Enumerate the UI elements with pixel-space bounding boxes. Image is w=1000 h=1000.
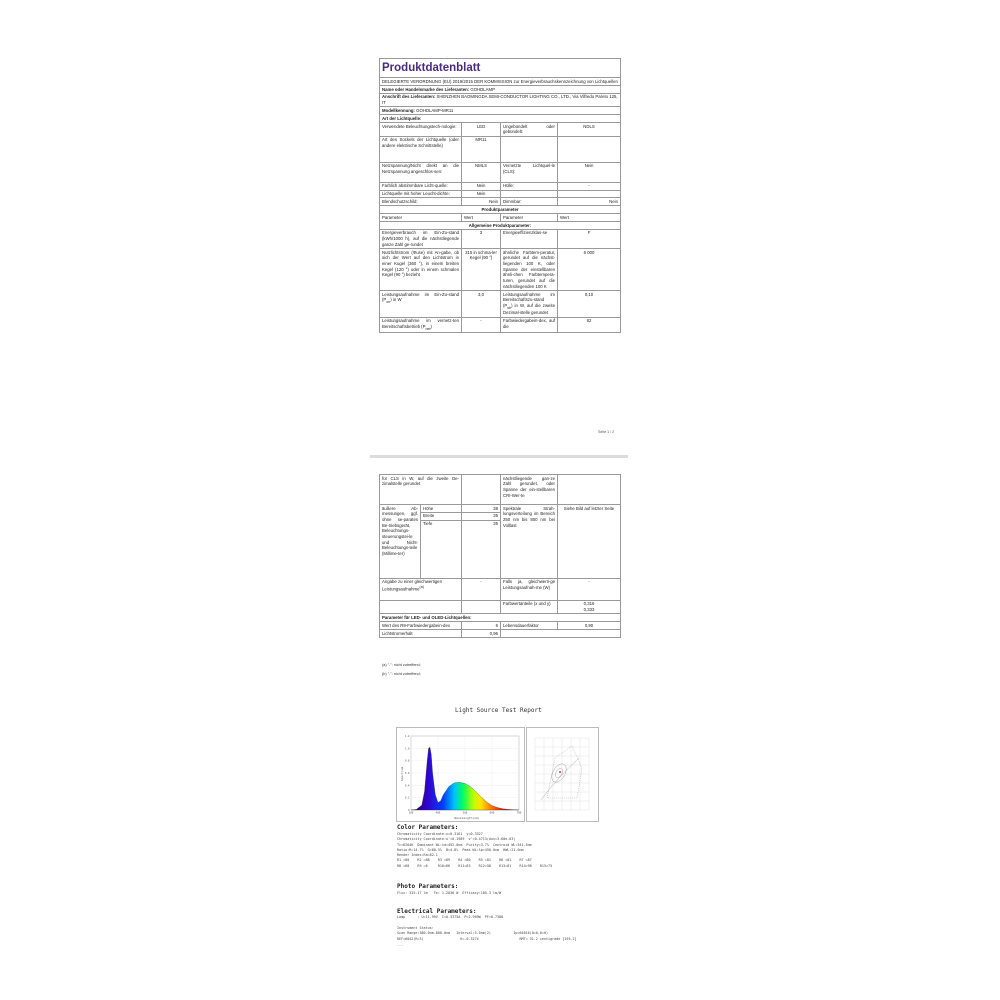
y-tick-label: 1.2 bbox=[404, 735, 410, 738]
type-label: Art des Sockels der Lichtquelle (oder andere elektrische Schnittstelle) bbox=[380, 136, 462, 162]
life-label: Lebensdauerfaktor bbox=[501, 622, 558, 630]
photo-params-header: Photo Parameters: bbox=[397, 883, 459, 890]
instrument-status-text: Instrument Status: Scan Range:380.0nm-800.0nm Interval:5.0nm(2) Ip=64616(0=0,0=0) REF=6042(R=3) K=-0.3274 RMT= 31.2 centigrade [195.2] bbox=[397, 926, 577, 941]
type-value: MR11 bbox=[462, 136, 501, 162]
y-tick-label: 0 bbox=[407, 809, 410, 812]
param-label: Energieeffizienzklas-se bbox=[501, 229, 558, 248]
product-params-header: Produktparameter bbox=[380, 206, 621, 214]
type-label: Lichtquelle mit hoher Leucht-dichte: bbox=[380, 190, 462, 198]
param-value: 3,0 bbox=[462, 290, 501, 317]
photo-params-text: Flux: 315.17 lm Fe: 1.2036 W Efficacy:105.3 lm/W bbox=[397, 891, 502, 895]
empty-cell bbox=[501, 629, 621, 637]
footnote-a: (a) "-": nicht zutreffend; bbox=[382, 663, 421, 667]
type-value: Nein bbox=[462, 182, 501, 190]
depth-value: 35 bbox=[462, 520, 501, 578]
param-value: 0,10 bbox=[558, 290, 621, 317]
equiv-label: Angabe zu einer gleichwertigen Leistungsaufnahme$^{(a)}$ bbox=[380, 578, 462, 600]
param-label: Farbwiedergabein-dex, auf die bbox=[501, 317, 558, 332]
param-label: Nutzlichtstrom (Φuse) mit An-gabe, ob sich der Wert auf den Lichtstrom in einer Kugel (360 °), in einem breiten Kegel (120 °) oder in einem schmalen Kegel (90 °) bezieht bbox=[380, 249, 462, 291]
height-value: 38 bbox=[462, 505, 501, 513]
type-value bbox=[558, 190, 621, 198]
param-value: 82 bbox=[558, 317, 621, 332]
equiv2-label: Falls ja, gleichwerti-ge Leistungsaufnah-me (W) bbox=[501, 578, 558, 600]
type-value: - bbox=[558, 182, 621, 190]
maint-label: Lichtstromerhalt bbox=[380, 629, 462, 637]
y-tick-label: 0.4 bbox=[404, 784, 410, 788]
empty-cell bbox=[380, 600, 462, 614]
type-value: NMLS bbox=[462, 162, 501, 182]
page-title: Produktdatenblatt bbox=[380, 59, 621, 78]
type-value: Nein bbox=[558, 162, 621, 182]
type-label bbox=[501, 190, 558, 198]
type-label: Blendschutzschild: bbox=[380, 198, 462, 206]
type-value: NDLS bbox=[558, 123, 621, 137]
param-label: für CLS in W, auf die zweite De-zimalstelle gerundet bbox=[380, 475, 462, 505]
datasheet-table-1 bbox=[379, 58, 621, 333]
type-value: Nein bbox=[462, 198, 501, 206]
depth-label: Tiefe bbox=[421, 520, 462, 578]
param-value bbox=[558, 475, 621, 505]
type-header: Art der Lichtquelle: bbox=[380, 115, 621, 123]
type-label: Farblich abstimmbare Licht-quelle: bbox=[380, 182, 462, 190]
report-title: Light Source Test Report bbox=[455, 707, 542, 714]
param-label: Leistungsaufnahme im vernetz-ten Bereitschaftsbetrieb $(P_{net})$ bbox=[380, 317, 462, 332]
general-params-header: Allgemeine Produktparameter: bbox=[380, 221, 621, 229]
x-tick-label: 480 bbox=[435, 811, 441, 815]
page-number: Seite 1 / 2 bbox=[598, 430, 615, 434]
datasheet-page-2 bbox=[379, 474, 620, 680]
color-params-header: Color Parameters: bbox=[397, 824, 459, 831]
col-param: Parameter bbox=[501, 214, 558, 222]
spectral-value: Siehe Bild auf letzter Seite bbox=[558, 505, 621, 579]
width-label: Breite bbox=[421, 512, 462, 520]
param-label: nächstliegende gan-ze Zahl gerundet, oder Spanne der ein-stellbaren CRI-Wer-te bbox=[501, 475, 558, 505]
param-value: F bbox=[558, 229, 621, 248]
param-value bbox=[462, 475, 501, 505]
equiv-value: - bbox=[462, 578, 501, 600]
param-label: ähnliche Farbtem-peratur, gerundet auf die nächst-liegenden 100 K, oder Spanne der einstellbaren ähnli-chen Farbtempera-turen, gerundet auf die nächstliegenden 100 K bbox=[501, 249, 558, 291]
supplier-name-row: Name oder Handelsmarke des Lieferanten: GOHDLAMP bbox=[380, 86, 621, 94]
type-label: Netzspannung/Nicht direkt an die Netzspannung angeschlos-sen: bbox=[380, 162, 462, 182]
report-end: --- bbox=[397, 943, 404, 947]
y-axis-label: Spectrum bbox=[400, 766, 404, 782]
param-value: 3 bbox=[462, 229, 501, 248]
x-axis-label: Wavelength(nm) bbox=[454, 816, 480, 820]
type-value: LED bbox=[462, 123, 501, 137]
width-value: 35 bbox=[462, 512, 501, 520]
spectral-label: Spektrale Strah-lungsverteilung im Bereich 250 nm bis 800 nm bei Volllast bbox=[501, 505, 558, 579]
col-value: Wert bbox=[558, 214, 621, 222]
electrical-params-header: Electrical Parameters: bbox=[397, 908, 477, 915]
dimensions-label: äußere Ab-messungen, ggf. ohne se-parates Be-triebsgerät, Beleuchtungs-steuerungstei-le und Nicht-Beleuchtungs-teile (Millime-ter) bbox=[380, 505, 421, 579]
spectrum-chart bbox=[396, 727, 525, 822]
x-tick-label: 680 bbox=[489, 811, 495, 815]
x-tick-label: 580 bbox=[462, 811, 468, 815]
regulation-text: DELEGIERTE VERORDNUNG (EU) 2019/2015 DER KOMMISSION zur Energieverbrauchskennzeichnung von Lichtquellen bbox=[380, 78, 621, 86]
col-value: Wert bbox=[462, 214, 501, 222]
param-label: Leistungsaufnahme im Bereitschaftszu-stand $(P_{sb})$ in W, auf die zweite Dezimal-stelle gerundet bbox=[501, 290, 558, 317]
y-tick-label: 1.0 bbox=[404, 747, 410, 751]
y-tick-label: 0.6 bbox=[404, 772, 410, 775]
height-label: Höhe bbox=[421, 505, 462, 513]
param-value: 6 000 bbox=[558, 249, 621, 291]
param-label: Leistungsaufnahme im Ein-Zu-stand $(P_{on})$ in W bbox=[380, 290, 462, 317]
type-value: Nein bbox=[462, 190, 501, 198]
chromaticity-point bbox=[559, 771, 561, 773]
page-separator bbox=[370, 455, 628, 458]
type-value: Nein bbox=[558, 198, 621, 206]
empty-cell bbox=[462, 600, 501, 614]
led-params-header: Parameter für LED- und OLED-Lichtquellen: bbox=[380, 614, 621, 622]
col-param: Parameter bbox=[380, 214, 462, 222]
spectrum-svg bbox=[397, 728, 524, 821]
r9-value: 6 bbox=[462, 622, 501, 630]
cie-svg bbox=[527, 728, 598, 821]
y-tick-label: 0.2 bbox=[404, 796, 410, 800]
param-value: 315 in schma-ler Kegel (90 °) bbox=[462, 249, 501, 291]
cie-diagram bbox=[526, 727, 599, 822]
type-label: Hülle: bbox=[501, 182, 558, 190]
footnote-b: (b) "-": nicht zutreffend; bbox=[382, 672, 421, 676]
r9-label: Wert des R9-Farbwiedergabein-dex bbox=[380, 622, 462, 630]
param-label: Energieverbrauch im Ein-Zu-stand (kWh/1000 h), auf die nächstliegende ganze Zahl ge-rundet bbox=[380, 229, 462, 248]
param-value: - bbox=[462, 317, 501, 332]
maint-value: 0,96 bbox=[462, 629, 501, 637]
chroma-values: 0,316 0,333 bbox=[558, 600, 621, 614]
chroma-label: Farbwertanteile (x und y) bbox=[501, 600, 558, 614]
electrical-params-text: Lamp : U=11.99V I=0.3375A P=2.969W PF=0.7388 bbox=[397, 915, 504, 919]
type-label: Verwendete Beleuchtungstech-nologie: bbox=[380, 123, 462, 137]
x-tick-label: 380 bbox=[408, 811, 414, 815]
model-row: Modellkennung: GOHDLAMP-MR11 bbox=[380, 107, 621, 115]
type-label: Vernetzte Lichtquel-le (CLS): bbox=[501, 162, 558, 182]
supplier-address-row: Anschrift des Lieferanten: SHENZHEN BAOMINGDA SEMI-CONDUCTOR LIGHTING CO., LTD., Via Vilfredo Pareto 125, IT bbox=[380, 93, 621, 107]
color-params-text: Chromaticity Coordinate:x=0.3161 y=0.3327 Chromaticity Coordinate:u'=0.1989 v'=0.4713(duv=3.60e-03) Tc=6264K Dominant WL:λd=492.0nm Purity=3.7% Centroid WL:541.5nm Ratio:R=14.7% G=80.5% B=4.8% Peak WL:λp=450.0nm HWL:21.0nm Render Index:Ra=82.1 R1 =80 R2 =88 R3 =89 R4 =80 R5 =81 R6 =81 R7 =87 R8 =68 R9 =6 R10=66 R11=83 R12=58 R13=81 R14=98 R15=75 bbox=[397, 832, 553, 868]
y-tick-label: 0.8 bbox=[404, 759, 410, 763]
equiv2-value: - bbox=[558, 578, 621, 600]
type-value bbox=[558, 136, 621, 162]
datasheet-page-1 bbox=[379, 58, 620, 438]
datasheet-table-2 bbox=[379, 474, 621, 638]
x-tick-label: 780 bbox=[516, 811, 522, 815]
type-label bbox=[501, 136, 558, 162]
type-label: Ungebündelt oder gebündelt: bbox=[501, 123, 558, 137]
life-value: 0,90 bbox=[558, 622, 621, 630]
type-label: Dimmbar: bbox=[501, 198, 558, 206]
